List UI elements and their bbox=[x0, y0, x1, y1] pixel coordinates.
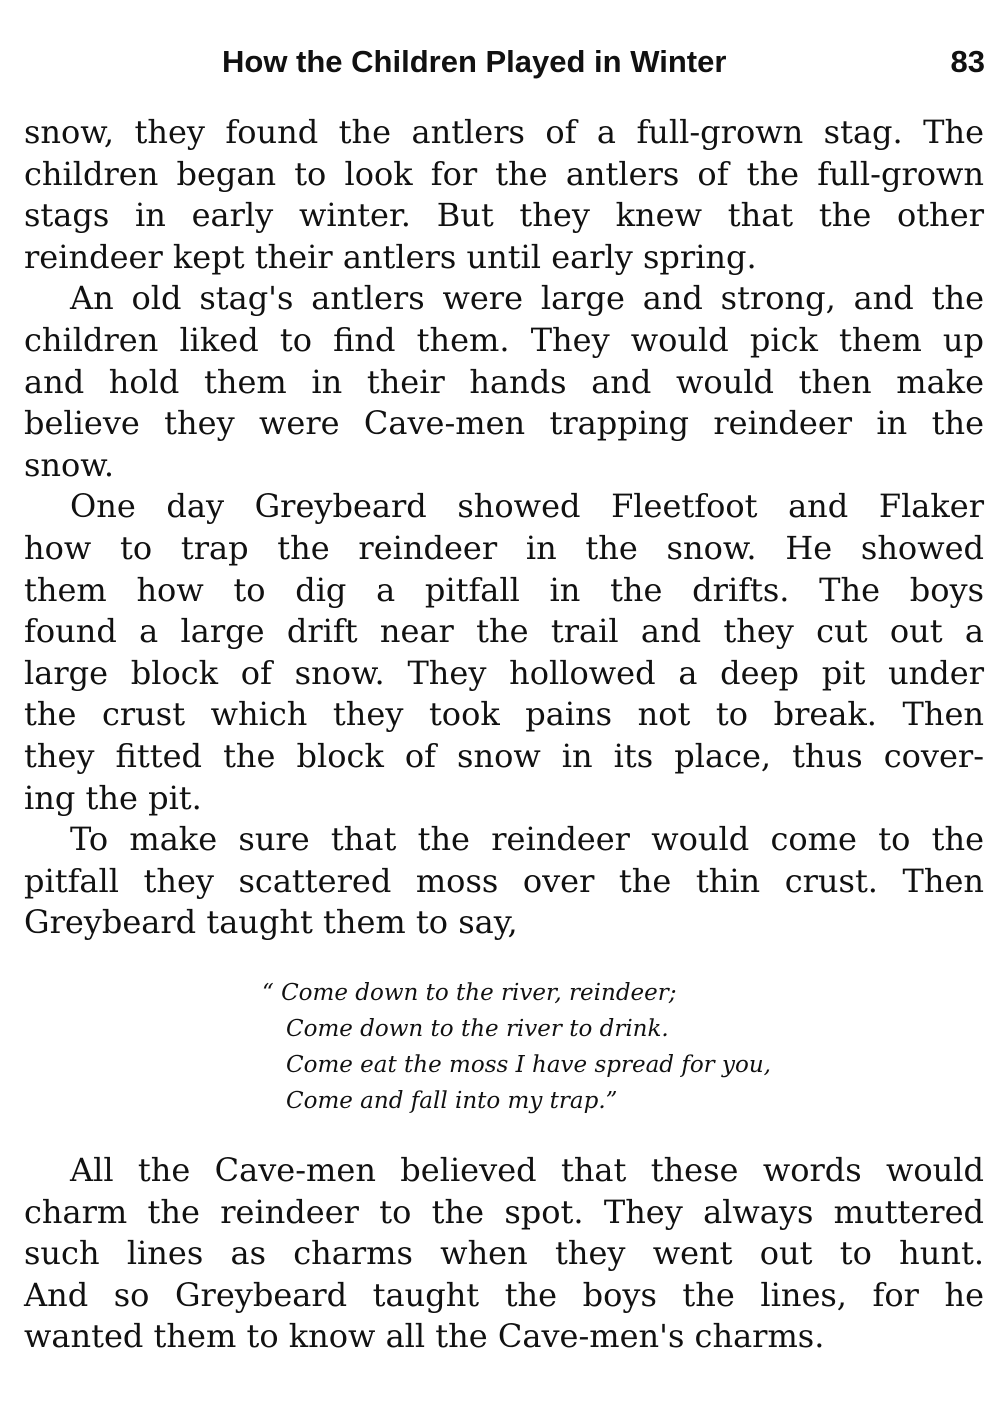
text-line: An old stag's antlers were large and strong, and the bbox=[70, 279, 984, 318]
text-line: stags in early winter. But they knew that the other bbox=[24, 196, 984, 235]
text-line: snow, they found the antlers of a full-grown stag. The bbox=[24, 113, 984, 151]
text-line: charm the reindeer to the spot. They always muttered bbox=[24, 1192, 984, 1231]
text-line: reindeer kept their antlers until early spring. bbox=[24, 237, 757, 276]
text-line: wanted them to know all the Cave-men's charms. bbox=[24, 1317, 825, 1356]
paragraph bbox=[24, 112, 984, 278]
text-line: found a large drift near the trail and they cut out a bbox=[24, 612, 984, 651]
text-line: how to trap the reindeer in the snow. He showed bbox=[24, 528, 984, 567]
text-line: children liked to find them. They would pick them up bbox=[24, 320, 984, 359]
text-line: One day Greybeard showed Fleetfoot and Flaker bbox=[70, 487, 984, 526]
paragraph bbox=[24, 278, 984, 486]
text-line: And so Greybeard taught the boys the lines, for he bbox=[24, 1275, 984, 1314]
paragraph bbox=[24, 819, 984, 944]
running-title: How the Children Played in Winter bbox=[222, 44, 727, 79]
page-header bbox=[0, 40, 1000, 90]
body-text-top bbox=[24, 112, 984, 944]
text-line: such lines as charms when they went out to hunt. bbox=[24, 1234, 984, 1273]
text-line: children began to look for the antlers of the full-grown bbox=[24, 154, 984, 193]
text-line: them how to dig a pitfall in the drifts. The boys bbox=[24, 570, 984, 609]
text-line: and hold them in their hands and would then make bbox=[24, 362, 984, 401]
text-line: snow. bbox=[24, 445, 115, 484]
text-line: they fitted the block of snow in its place, thus cover- bbox=[24, 736, 984, 775]
text-line: the crust which they took pains not to break. Then bbox=[24, 695, 984, 734]
verse-line: Come eat the moss I have spread for you, bbox=[286, 1052, 771, 1078]
text-line: believe they were Cave-men trapping reindeer in the bbox=[24, 404, 984, 443]
body-text-bottom bbox=[24, 1150, 984, 1358]
paragraph bbox=[24, 1150, 984, 1358]
verse-line: Come and fall into my trap.” bbox=[286, 1088, 618, 1114]
paragraph bbox=[24, 486, 984, 819]
page-number: 83 bbox=[950, 44, 985, 79]
text-line: To make sure that the reindeer would come to the bbox=[70, 820, 984, 859]
text-line: large block of snow. They hollowed a deep pit under bbox=[24, 653, 984, 692]
text-line: pitfall they scattered moss over the thin crust. Then bbox=[24, 861, 984, 900]
text-line: Greybeard taught them to say, bbox=[24, 903, 518, 942]
verse-line: Come down to the river to drink. bbox=[286, 1016, 669, 1042]
text-line: ing the pit. bbox=[24, 778, 202, 817]
verse-line: “ Come down to the river, reindeer; bbox=[262, 980, 677, 1006]
text-line: All the Cave-men believed that these words would bbox=[70, 1151, 984, 1189]
charm-verse bbox=[262, 975, 771, 1119]
